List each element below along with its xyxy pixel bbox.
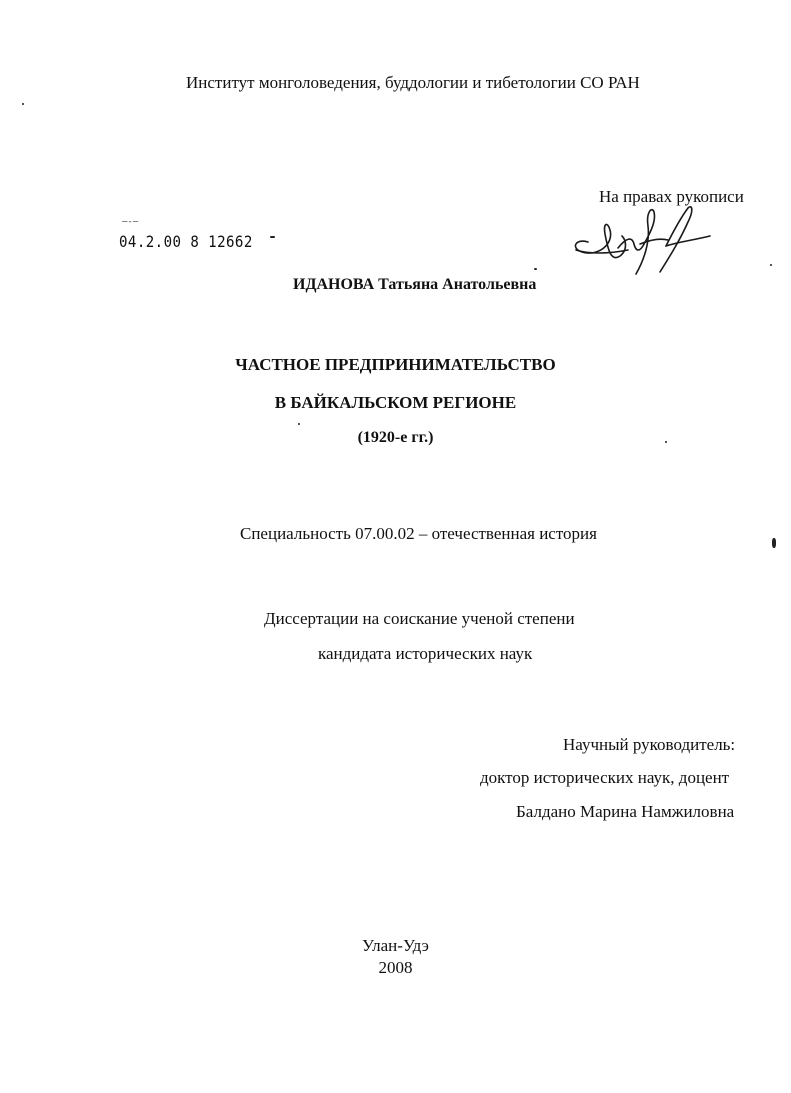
- dissertation-title-line-2: В БАЙКАЛЬСКОМ РЕГИОНЕ: [274, 393, 517, 412]
- scan-speck: [298, 423, 300, 425]
- dissertation-title-years: (1920-е гг.): [357, 429, 434, 446]
- scan-speck: [770, 264, 772, 266]
- scan-speck: [665, 441, 667, 443]
- scan-speck: [22, 103, 24, 105]
- advisor-name: Балдано Марина Намжиловна: [516, 802, 735, 821]
- specialty-line: Специальность 07.00.02 – отечественная история: [240, 524, 597, 543]
- stamp-mark: –-–: [122, 217, 139, 227]
- dissertation-title-line-1: ЧАСТНОЕ ПРЕДПРИНИМАТЕЛЬСТВО: [235, 355, 556, 374]
- manuscript-rights-label: На правах рукописи: [599, 187, 744, 206]
- scan-speck: [270, 236, 275, 238]
- advisor-label: Научный руководитель:: [563, 735, 736, 754]
- advisor-degree: доктор исторических наук, доцент: [480, 768, 730, 787]
- institute-name: Институт монголоведения, буддологии и тибетологии СО РАН: [186, 73, 640, 92]
- scan-speck: [534, 268, 537, 270]
- degree-line-1: Диссертации на соискание ученой степени: [264, 609, 575, 628]
- handwritten-signature-icon: [548, 200, 778, 280]
- archive-stamp-number: 04.2.00 8 12662: [119, 232, 253, 251]
- city: Улан-Удэ: [362, 936, 429, 955]
- author-name: ИДАНОВА Татьяна Анатольевна: [293, 276, 537, 293]
- scan-speck: [772, 538, 776, 548]
- publication-year: 2008: [378, 958, 413, 977]
- degree-line-2: кандидата исторических наук: [318, 644, 533, 663]
